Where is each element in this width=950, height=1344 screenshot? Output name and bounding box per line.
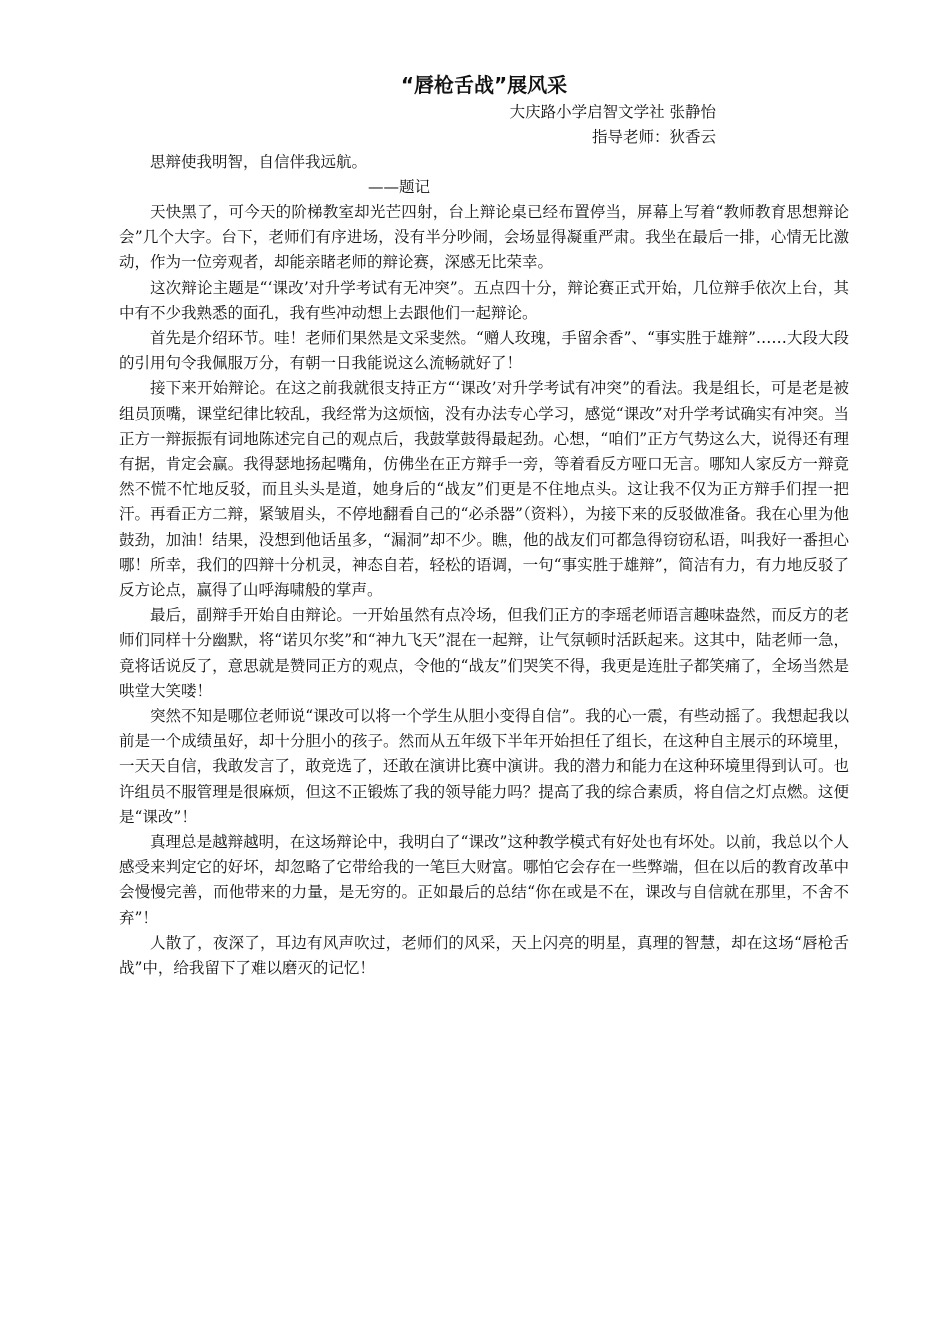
paragraph: 最后，副辩手开始自由辩论。一开始虽然有点冷场，但我们正方的李瑶老师语言趣味盎然，而反方的老师们同样十分幽默，将“诺贝尔奖”和“神九飞天”混在一起辩，让气氛顿时活跃起来。这其中，陆老师一急，竟将话说反了，意思就是赞同正方的观点，令他的“战友”们哭笑不得，我更是连肚子都笑痛了，全场当然是哄堂大笑喽！	[119, 606, 849, 700]
epigraph-signature: ——题记	[368, 178, 431, 196]
document-title: “唇枪舌战”展风采	[400, 73, 568, 97]
paragraph: 这次辩论主题是“‘课改’对升学考试有无冲突”。五点四十分，辩论赛正式开始，几位辩手依次上台，其中有不少我熟悉的面孔，我有些冲动想上去跟他们一起辩论。	[119, 278, 849, 322]
author-line: 大庆路小学启智文学社 张静怡	[509, 103, 716, 121]
teacher-line: 指导老师：狄香云	[591, 128, 716, 146]
document-page	[119, 70, 849, 981]
paragraph: 首先是介绍环节。哇！老师们果然是文采斐然。“赠人玫瑰，手留余香”、“事实胜于雄辩”……大段大段的引用句令我佩服万分，有朝一日我能说这么流畅就好了！	[119, 329, 849, 373]
paragraph: 接下来开始辩论。在这之前我就很支持正方“‘课改’对升学考试有冲突”的看法。我是组长，可是老是被组员顶嘴，课堂纪律比较乱，我经常为这烦恼，没有办法专心学习，感觉“课改”对升学考试确实有冲突。当正方一辩振振有词地陈述完自己的观点后，我鼓掌鼓得最起劲。心想，“咱们”正方气势这么大，说得还有理有据，肯定会赢。我得瑟地扬起嘴角，仿佛坐在正方辩手一旁，等着看反方哑口无言。哪知人家反方一辩竟然不慌不忙地反驳，而且头头是道，她身后的“战友”们更是不住地点头。这让我不仅为正方辩手们捏一把汗。再看正方二辩，紧皱眉头，不停地翻看自己的“必杀器”（资料），为接下来的反驳做准备。我在心里为他鼓劲，加油！结果，没想到他话虽多，“漏洞”却不少。瞧，他的战友们可都急得窃窃私语，叫我好一番担心哪！所幸，我们的四辩十分机灵，神态自若，轻松的语调，一句“事实胜于雄辩”，简洁有力，有力地反驳了反方论点，赢得了山呼海啸般的掌声。	[119, 379, 849, 600]
paragraph: 天快黑了，可今天的阶梯教室却光芒四射，台上辩论桌已经布置停当，屏幕上写着“教师教育思想辩论会”几个大字。台下，老师们有序进场，没有半分吵闹，会场显得凝重严肃。我坐在最后一排，心情无比激动，作为一位旁观者，却能亲睹老师的辩论赛，深感无比荣幸。	[119, 203, 849, 272]
paragraph: 真理总是越辩越明，在这场辩论中，我明白了“课改”这种教学模式有好处也有坏处。以前，我总以个人感受来判定它的好坏，却忽略了它带给我的一笔巨大财富。哪怕它会存在一些弊端，但在以后的教育改革中会慢慢完善，而他带来的力量，是无穷的。正如最后的总结“你在或是不在，课改与自信就在那里，不舍不弃”！	[119, 833, 849, 927]
epigraph: 思辩使我明智，自信伴我远航。	[150, 153, 368, 171]
paragraph: 突然不知是哪位老师说“课改可以将一个学生从胆小变得自信”。我的心一震，有些动摇了。我想起我以前是一个成绩虽好，却十分胆小的孩子。然而从五年级下半年开始担任了组长，在这种自主展示的环境里，一天天自信，我敢发言了，敢竞选了，还敢在演讲比赛中演讲。我的潜力和能力在这种环境里得到认可。也许组员不服管理是很麻烦，但这不正锻炼了我的领导能力吗？提高了我的综合素质，将自信之灯点燃。这便是“课改”！	[119, 707, 849, 826]
paragraph: 人散了，夜深了，耳边有风声吹过，老师们的风采，天上闪亮的明星，真理的智慧，却在这场“唇枪舌战”中，给我留下了难以磨灭的记忆！	[119, 933, 849, 978]
